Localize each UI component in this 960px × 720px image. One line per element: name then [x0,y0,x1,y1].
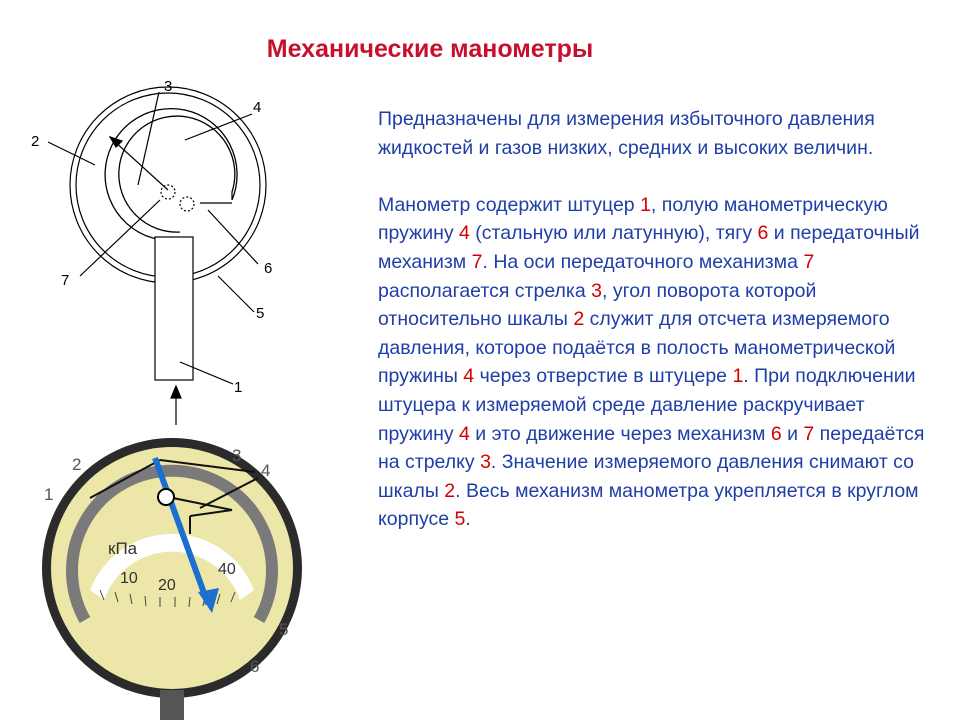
text-segment: (стальную или латунную), тягу [469,222,758,245]
text-segment: , угол поворота которой относительно шкалы [378,279,817,331]
part-number: 6 [757,222,769,245]
part-number: 4 [463,365,475,388]
text-segment: и передаточный механизм [378,222,920,273]
text-segment: располагается стрелка [378,279,592,302]
part-number: 7 [803,250,815,273]
text-segment: . При подключении штуцера к измеряемой среде давление раскручивает пружину [378,365,916,445]
part-number: 2 [573,308,585,331]
text-segment: Манометр содержит штуцер [378,193,641,216]
gauge-tick-20: 20 [158,577,176,594]
gauge-face [51,447,293,689]
label-7: 7 [61,272,70,289]
part-number: 2 [444,479,456,502]
text-segment: и [781,422,804,445]
text-segment: , полую манометрическую пружину [378,193,888,245]
text-segment: . Значение измеряемого давления снимают со шкалы [378,451,914,502]
text-segment: и это движение через механизм [469,422,771,445]
label-3: 3 [164,78,173,95]
text-segment: . На оси передаточного механизма [482,250,804,273]
part-number: 6 [770,422,782,445]
purpose-paragraph: Предназначены для измерения избыточного давления жидкостей и газов низких, средних и высоких величин. [378,108,875,159]
gauge-tick-10: 10 [120,570,138,587]
label-5: 5 [256,305,265,322]
text-segment: . Весь механизм манометра укрепляется в круглом корпусе [378,479,919,531]
gauge-label-1: 1 [44,485,54,504]
leader-5 [218,276,254,312]
gauge-label-6: 6 [250,657,260,676]
needle-3 [113,140,168,190]
leader-7 [80,200,160,276]
leader-2 [48,142,95,165]
text-segment: передаётся на стрелку [378,422,925,474]
text-segment: . [465,508,471,531]
gauge-illustration [42,438,302,720]
spring-inner [119,116,235,232]
part-number: 5 [454,508,466,531]
gauge-pivot [158,489,174,505]
gauge-label-2: 2 [72,455,82,474]
label-2: 2 [31,133,40,150]
arrow-head [171,386,181,398]
part-number: 4 [459,422,470,445]
page-title: Механические манометры [266,35,594,63]
gauge-label-3: 3 [232,446,242,465]
part-number: 7 [803,422,815,445]
gauge-label-5: 5 [279,620,289,639]
part-number: 3 [591,279,602,302]
fitting-1 [155,237,193,380]
gauge-stem [160,690,184,720]
text-segment: служит для отсчета измеряемого давления, которое подаётся в полость манометрической пружины [378,308,896,388]
gauge-unit: кПа [108,539,138,558]
label-1: 1 [234,379,243,396]
schematic-diagram [48,87,266,425]
part-number: 3 [480,451,491,474]
text-segment: через отверстие в штуцере [474,365,733,388]
part-number: 4 [459,222,470,245]
leader-3 [138,92,159,185]
label-4: 4 [253,99,262,116]
part-number: 7 [471,250,483,273]
part-number: 1 [640,193,651,216]
gauge-tick-40: 40 [218,561,236,578]
part-number: 1 [732,365,744,388]
label-6: 6 [264,260,273,277]
gear-a [161,185,175,199]
gear-b [180,197,194,211]
leader-4 [185,114,252,140]
gauge-label-4: 4 [261,461,271,480]
